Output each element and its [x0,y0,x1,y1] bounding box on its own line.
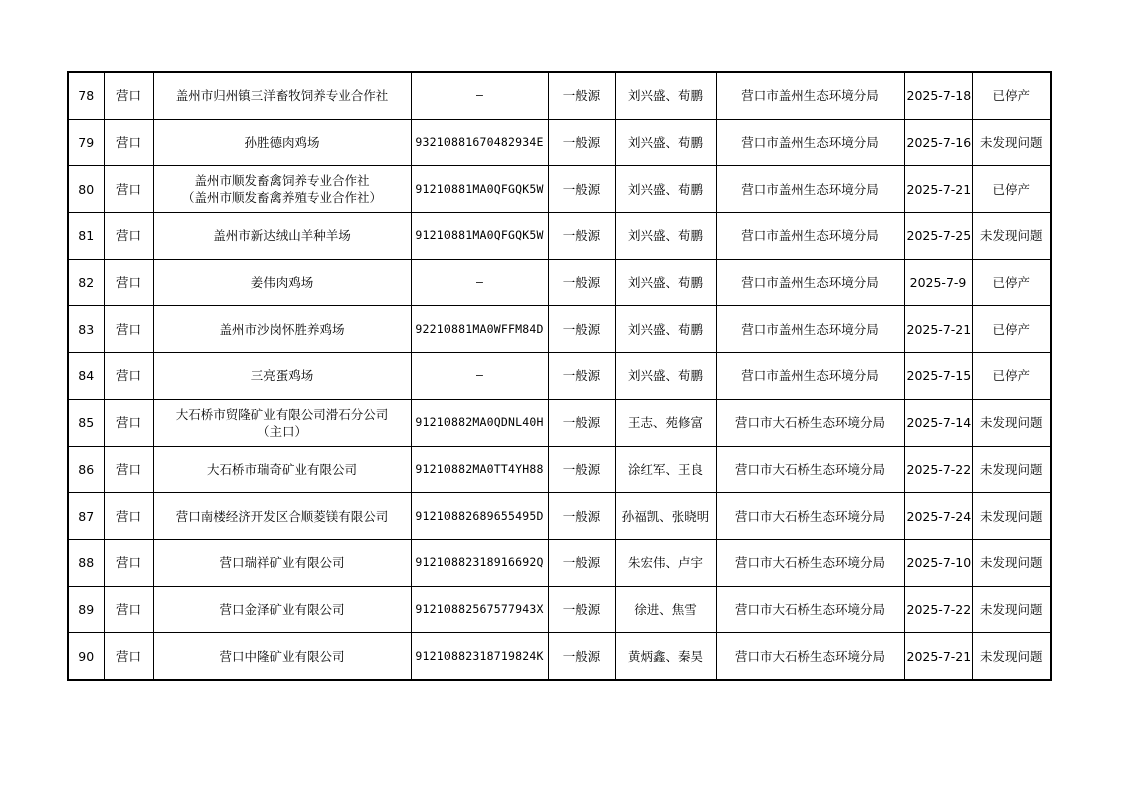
inspectors-cell: 刘兴盛、荀鹏 [615,213,716,260]
city-cell: 营口 [104,633,153,680]
table-row [68,213,1051,260]
entity-name-cell [153,119,411,166]
inspectors-cell: 刘兴盛、荀鹏 [615,353,716,400]
credit-code-cell: 91210882MA0QDNL40H [411,399,548,446]
result-cell: 已停产 [972,306,1051,353]
city-cell: 营口 [104,353,153,400]
bureau-cell: 营口市盖州生态环境分局 [716,306,904,353]
city-cell: 营口 [104,72,153,119]
credit-code-cell: 91210882318719824K [411,633,548,680]
inspectors-cell: 王志、苑修富 [615,399,716,446]
source-type-cell: 一般源 [548,493,615,540]
source-type-cell: 一般源 [548,633,615,680]
entity-name-cell [153,399,411,446]
source-type-cell: 一般源 [548,353,615,400]
credit-code-cell: — [411,353,548,400]
credit-code-cell: 91210882567577943X [411,586,548,633]
row-number-cell: 89 [68,586,104,633]
bureau-cell: 营口市大石桥生态环境分局 [716,633,904,680]
table-row [68,72,1051,119]
row-number-cell: 90 [68,633,104,680]
bureau-cell: 营口市盖州生态环境分局 [716,119,904,166]
entity-name-line: 孙胜德肉鸡场 [244,135,320,151]
inspectors-cell: 孙福凯、张晓明 [615,493,716,540]
result-cell: 未发现问题 [972,213,1051,260]
result-cell: 已停产 [972,353,1051,400]
entity-name-cell [153,353,411,400]
entity-name-line: 营口金泽矿业有限公司 [219,601,345,617]
inspection-date-cell: 2025-7-10 [904,539,972,586]
entity-name-line: 姜伟肉鸡场 [250,275,314,291]
bureau-cell: 营口市盖州生态环境分局 [716,259,904,306]
table-row [68,633,1051,680]
result-cell: 未发现问题 [972,399,1051,446]
inspection-date-cell: 2025-7-21 [904,166,972,213]
entity-name-line: 盖州市沙岗怀胜养鸡场 [219,321,345,337]
table-row [68,259,1051,306]
entity-name-cell [153,586,411,633]
bureau-cell: 营口市大石桥生态环境分局 [716,446,904,493]
entity-name-line: 大石桥市贸隆矿业有限公司滑石分公司 [175,406,389,422]
bureau-cell: 营口市盖州生态环境分局 [716,72,904,119]
entity-name-cell [153,493,411,540]
city-cell: 营口 [104,446,153,493]
credit-code-cell: 91210881MA0QFGQK5W [411,166,548,213]
bureau-cell: 营口市大石桥生态环境分局 [716,493,904,540]
table-row [68,399,1051,446]
entity-name-line: 营口瑞祥矿业有限公司 [219,555,345,571]
inspection-date-cell: 2025-7-18 [904,72,972,119]
credit-code-cell: — [411,259,548,306]
inspection-date-cell: 2025-7-22 [904,586,972,633]
inspection-date-cell: 2025-7-24 [904,493,972,540]
inspection-date-cell: 2025-7-14 [904,399,972,446]
result-cell: 未发现问题 [972,446,1051,493]
result-cell: 已停产 [972,72,1051,119]
credit-code-cell: 91210882318916692Q [411,539,548,586]
entity-name-line: （盖州市顺发畜禽养殖专业合作社） [181,190,382,206]
inspectors-cell: 刘兴盛、荀鹏 [615,306,716,353]
table-row [68,493,1051,540]
inspection-date-cell: 2025-7-15 [904,353,972,400]
bureau-cell: 营口市盖州生态环境分局 [716,213,904,260]
city-cell: 营口 [104,586,153,633]
inspectors-cell: 徐进、焦雪 [615,586,716,633]
credit-code-cell: 91210882689655495D [411,493,548,540]
row-number-cell: 87 [68,493,104,540]
entity-name-line: 大石桥市瑞奇矿业有限公司 [206,461,357,477]
row-number-cell: 88 [68,539,104,586]
source-type-cell: 一般源 [548,119,615,166]
credit-code-cell: 92210881MA0WFFM84D [411,306,548,353]
entity-name-cell [153,446,411,493]
inspection-date-cell: 2025-7-22 [904,446,972,493]
result-cell: 未发现问题 [972,633,1051,680]
source-type-cell: 一般源 [548,306,615,353]
bureau-cell: 营口市大石桥生态环境分局 [716,539,904,586]
bureau-cell: 营口市盖州生态环境分局 [716,166,904,213]
table-row [68,353,1051,400]
city-cell: 营口 [104,493,153,540]
inspection-date-cell: 2025-7-16 [904,119,972,166]
city-cell: 营口 [104,306,153,353]
entity-name-line: 三亮蛋鸡场 [250,368,314,384]
city-cell: 营口 [104,213,153,260]
inspection-date-cell: 2025-7-21 [904,633,972,680]
bureau-cell: 营口市大石桥生态环境分局 [716,399,904,446]
inspectors-cell: 刘兴盛、荀鹏 [615,119,716,166]
entity-name-cell [153,72,411,119]
city-cell: 营口 [104,399,153,446]
entity-name-line: （主口） [256,423,307,439]
table-row [68,166,1051,213]
bureau-cell: 营口市大石桥生态环境分局 [716,586,904,633]
table-body [68,72,1051,680]
table-row [68,446,1051,493]
source-type-cell: 一般源 [548,399,615,446]
row-number-cell: 85 [68,399,104,446]
inspectors-cell: 刘兴盛、荀鹏 [615,259,716,306]
entity-name-line: 营口南楼经济开发区合顺菱镁有限公司 [175,508,389,524]
city-cell: 营口 [104,119,153,166]
row-number-cell: 81 [68,213,104,260]
source-type-cell: 一般源 [548,446,615,493]
row-number-cell: 83 [68,306,104,353]
credit-code-cell: — [411,72,548,119]
source-type-cell: 一般源 [548,72,615,119]
inspection-date-cell: 2025-7-9 [904,259,972,306]
inspection-table [67,71,1052,681]
row-number-cell: 79 [68,119,104,166]
source-type-cell: 一般源 [548,166,615,213]
row-number-cell: 78 [68,72,104,119]
table-row [68,119,1051,166]
entity-name-cell [153,633,411,680]
entity-name-line: 盖州市归州镇三洋畜牧饲养专业合作社 [175,88,389,104]
result-cell: 未发现问题 [972,586,1051,633]
inspectors-cell: 朱宏伟、卢宇 [615,539,716,586]
row-number-cell: 82 [68,259,104,306]
source-type-cell: 一般源 [548,539,615,586]
row-number-cell: 80 [68,166,104,213]
inspectors-cell: 黄炳鑫、秦昊 [615,633,716,680]
credit-code-cell: 91210882MA0TT4YH88 [411,446,548,493]
entity-name-line: 营口中隆矿业有限公司 [219,648,345,664]
entity-name-cell [153,306,411,353]
table-row [68,306,1051,353]
entity-name-cell [153,539,411,586]
entity-name-line: 盖州市顺发畜禽饲养专业合作社 [194,173,370,189]
inspection-date-cell: 2025-7-21 [904,306,972,353]
table-row [68,539,1051,586]
row-number-cell: 84 [68,353,104,400]
result-cell: 已停产 [972,166,1051,213]
credit-code-cell: 91210881MA0QFGQK5W [411,213,548,260]
entity-name-cell [153,166,411,213]
city-cell: 营口 [104,259,153,306]
entity-name-cell [153,213,411,260]
source-type-cell: 一般源 [548,586,615,633]
inspectors-cell: 涂红军、王良 [615,446,716,493]
source-type-cell: 一般源 [548,259,615,306]
result-cell: 已停产 [972,259,1051,306]
entity-name-cell [153,259,411,306]
inspectors-cell: 刘兴盛、荀鹏 [615,72,716,119]
inspection-date-cell: 2025-7-25 [904,213,972,260]
result-cell: 未发现问题 [972,493,1051,540]
source-type-cell: 一般源 [548,213,615,260]
city-cell: 营口 [104,166,153,213]
city-cell: 营口 [104,539,153,586]
credit-code-cell: 93210881670482934E [411,119,548,166]
row-number-cell: 86 [68,446,104,493]
bureau-cell: 营口市盖州生态环境分局 [716,353,904,400]
table-row [68,586,1051,633]
entity-name-line: 盖州市新达绒山羊种羊场 [213,228,351,244]
result-cell: 未发现问题 [972,119,1051,166]
result-cell: 未发现问题 [972,539,1051,586]
inspectors-cell: 刘兴盛、荀鹏 [615,166,716,213]
